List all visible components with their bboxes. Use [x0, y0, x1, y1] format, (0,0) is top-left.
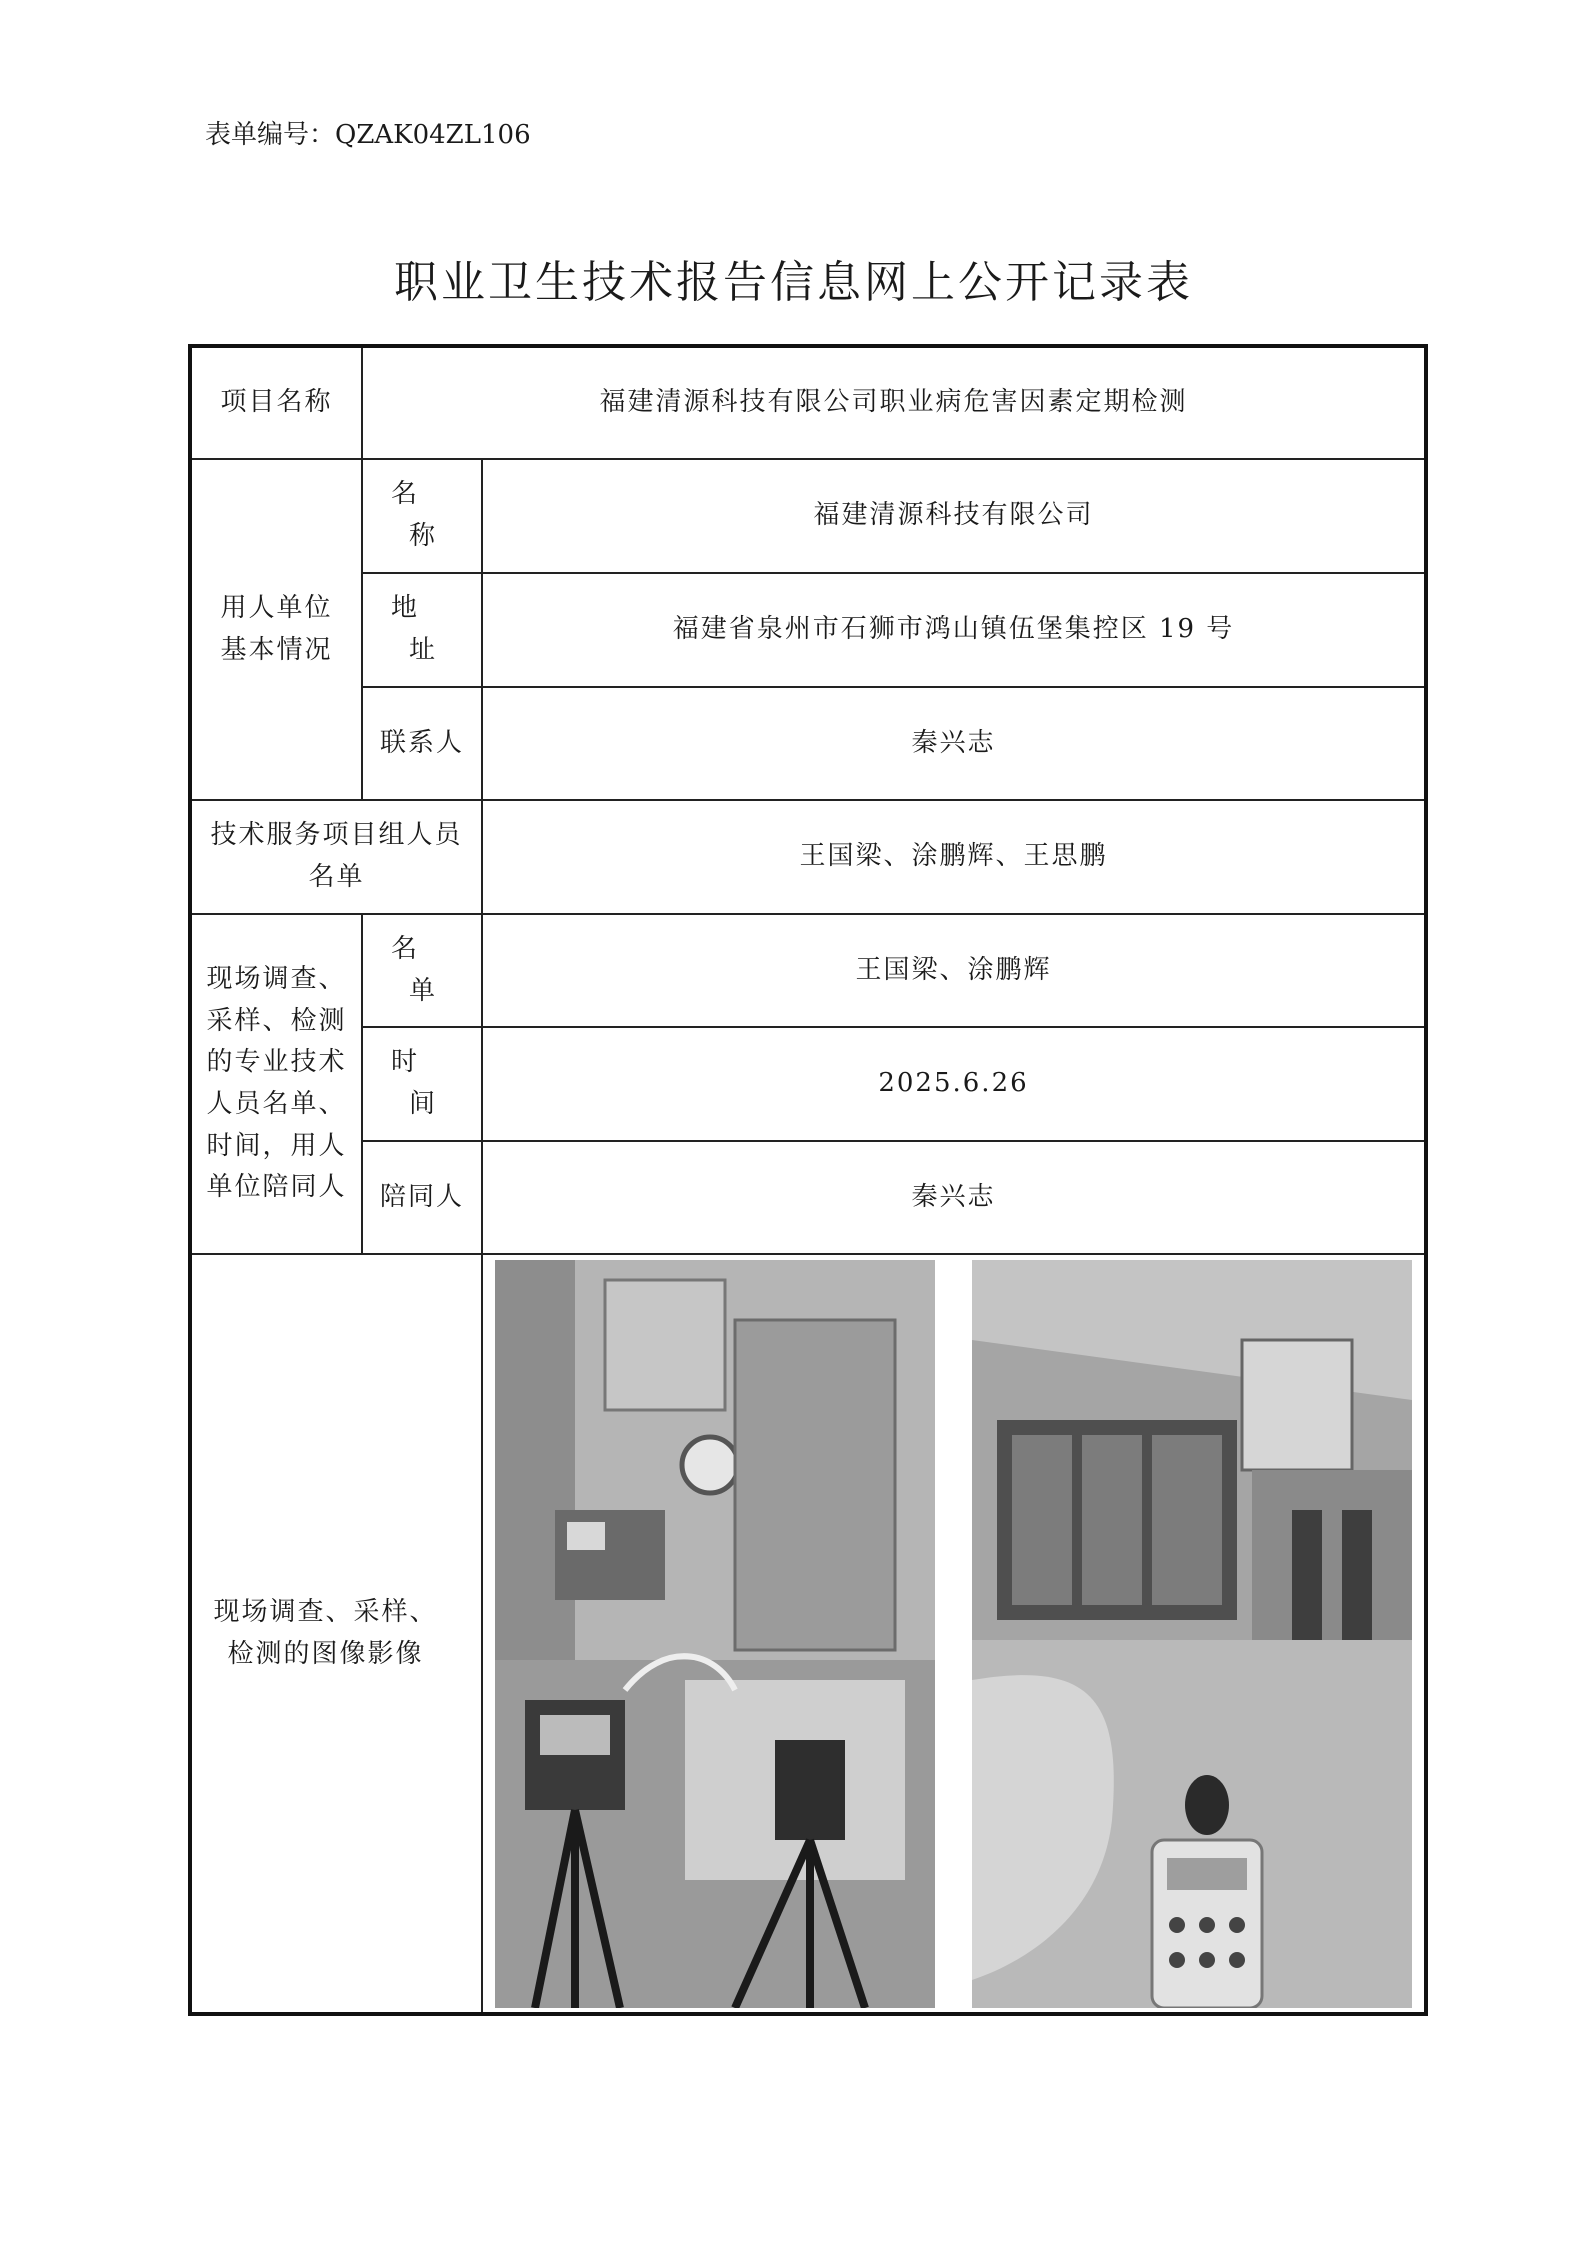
record-table: [188, 344, 1428, 2016]
project-name-label: 项目名称: [190, 346, 362, 459]
employer-name-label: 名称: [362, 459, 482, 573]
survey-list-label: 名单: [362, 914, 482, 1027]
survey-escort-label: 陪同人: [362, 1141, 482, 1254]
employer-address-value: 福建省泉州市石狮市鸿山镇伍堡集控区 19 号: [482, 573, 1426, 687]
employer-group-label: 用人单位基本情况: [190, 459, 362, 800]
project-name-value: 福建清源科技有限公司职业病危害因素定期检测: [362, 346, 1426, 459]
survey-time-label: 时间: [362, 1027, 482, 1141]
page-title: 职业卫生技术报告信息网上公开记录表: [394, 257, 1193, 308]
team-label: 技术服务项目组人员名单: [190, 800, 482, 914]
survey-group-label: 现场调查、采样、检测的专业技术人员名单、时间，用人单位陪同人: [190, 914, 362, 1254]
employer-address-label: 地址: [362, 573, 482, 687]
form-number: 表单编号：QZAK04ZL106: [205, 120, 531, 150]
site-photo-sampling: [495, 1260, 935, 2008]
employer-name-value: 福建清源科技有限公司: [482, 459, 1426, 573]
site-photo-noise-meter: [972, 1260, 1412, 2008]
employer-contact-label: 联系人: [362, 687, 482, 800]
survey-list-value: 王国梁、涂鹏辉: [482, 914, 1426, 1027]
survey-escort-value: 秦兴志: [482, 1141, 1426, 1254]
survey-time-value: 2025.6.26: [482, 1027, 1426, 1141]
team-value: 王国梁、涂鹏辉、王思鹏: [482, 800, 1426, 914]
images-cell: [482, 1254, 1426, 2014]
images-label: 现场调查、采样、检测的图像影像: [190, 1254, 482, 2014]
employer-contact-value: 秦兴志: [482, 687, 1426, 800]
